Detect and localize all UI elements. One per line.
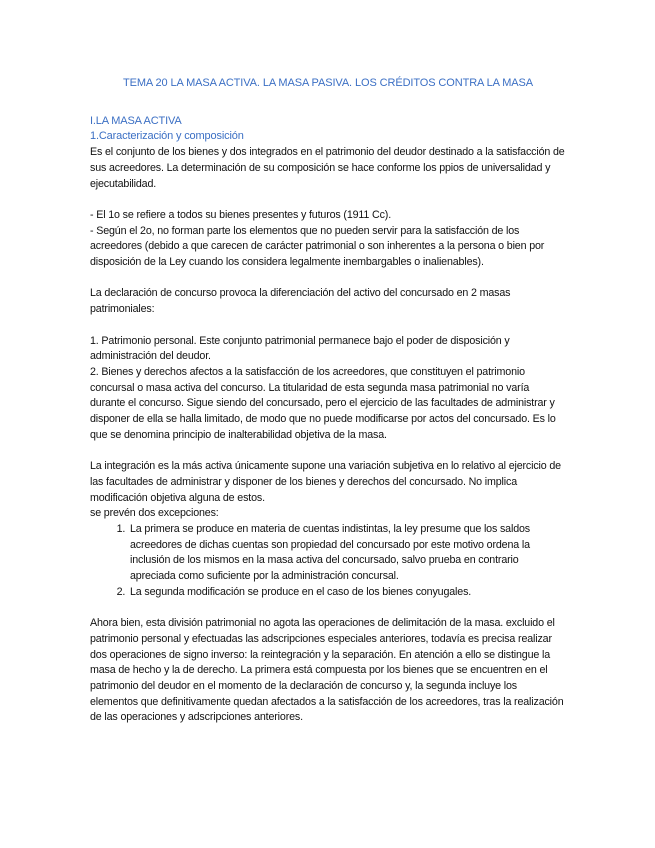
integracion-paragraph: La integración es la más activa únicamente supone una variación subjetiva en lo relativo al ejercicio de las facultades de administrar y disponer de los bienes y derechos del concursado. No implica modificación objetiva alguna de estos. xyxy=(90,460,561,504)
document-title: TEMA 20 LA MASA ACTIVA. LA MASA PASIVA. LOS CRÉDITOS CONTRA LA MASA xyxy=(122,77,534,89)
spacer xyxy=(90,600,566,616)
spacer xyxy=(90,318,566,334)
declaracion-paragraph: La declaración de concurso provoca la diferenciación del activo del concursado en 2 masas patrimoniales: xyxy=(90,287,511,316)
document-body xyxy=(90,76,566,726)
spacer xyxy=(90,271,566,287)
exceptions-list xyxy=(90,522,566,601)
exception-item-1: 1. La primera se produce en materia de cuentas indistintas, la ley presume que los saldos acreedores de dichas cuentas son propiedad del concursado por este motivo ordena la inclusión de los mismos en la masa activa del concursado, salvo prueba en contrario apreciada como suficiente por la administración concursal. xyxy=(128,522,566,585)
bullet-paragraph-1: - El 1o se refiere a todos su bienes presentes y futuros (1911 Cc). xyxy=(90,208,392,221)
ahora-paragraph: Ahora bien, esta división patrimonial no agota las operaciones de delimitación de la masa. excluido el patrimonio personal y efectuadas las adscripciones especiales anteriores, todavía es precisa realizar dos operaciones de signo inverso: la reintegración y la separación. En atención a ello se distingue la masa de hecho y la de derecho. La primera está compuesta por los bienes que se encuentren en el patrimonio del deudor en el momento de la declaración de concurso y, la segunda incluye los elementos que definitivamente quedan afectados a la satisfacción de los acreedores, tras la realización de las operaciones y adscripciones anteriores. xyxy=(90,617,564,724)
excepciones-intro: se prevén dos excepciones: xyxy=(90,507,219,520)
section-heading: I.LA MASA ACTIVA xyxy=(90,114,182,127)
spacer xyxy=(90,443,566,459)
masa-1-paragraph: 1. Patrimonio personal. Este conjunto patrimonial permanece bajo el poder de disposición y administración del deudor. xyxy=(90,334,510,363)
intro-paragraph: Es el conjunto de los bienes y dos integrados en el patrimonio del deudor destinado a la satisfacción de sus acreedores. La determinación de su composición se hace conforme los ppios de universalidad y ejecutabilidad. xyxy=(90,146,565,190)
spacer xyxy=(90,192,566,208)
masa-2-paragraph: 2. Bienes y derechos afectos a la satisfacción de los acreedores, que constituyen el patrimonio concursal o masa activa del concurso. La titularidad de esta segunda masa patrimonial no varía durante el concurso. Sigue siendo del concursado, pero el ejercicio de las facultades de administrar y disponer de ella se halla limitado, de modo que no puede modificarse por actos del concursado. Es lo que se denomina principio de inalterabilidad objetiva de la masa. xyxy=(90,365,556,441)
exception-item-2: 2. La segunda modificación se produce en el caso de los bienes conyugales. xyxy=(128,585,566,601)
bullet-paragraph-2: - Según el 2o, no forman parte los elementos que no pueden servir para la satisfacción de los acreedores (debido a que carecen de carácter patrimonial o son inherentes a la persona o bien por disposición de la Ley cuando los considera legalmente inembargables o inalienables). xyxy=(90,224,545,269)
subsection-heading: 1.Caracterización y composición xyxy=(90,130,244,143)
